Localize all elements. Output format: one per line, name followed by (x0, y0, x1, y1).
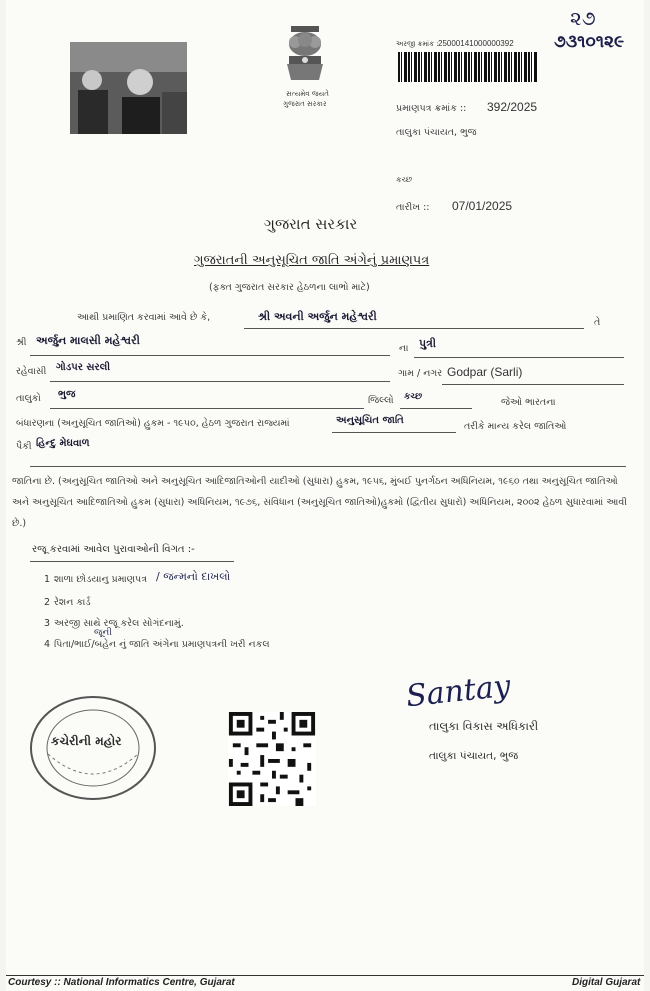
relation-line (414, 357, 624, 358)
application-barcode (398, 52, 538, 82)
village-label: ગામ / નગર (398, 368, 443, 379)
evidence-title: રજૂ કરવામાં આવેલ પુરાવાઓની વિગત :- (32, 544, 195, 555)
national-emblem (269, 20, 341, 90)
resident-value: ગોડપર સરલી (56, 362, 111, 373)
na-label: ના (399, 343, 409, 354)
evidence-item-1-num: 1 (44, 574, 51, 585)
certify-prefix: આથી પ્રમાણિત કરવામાં આવે છે કે, (77, 312, 211, 323)
certificate-number-label: પ્રમાણપત્ર ક્રમાંક :: (396, 103, 467, 114)
father-name-line (30, 355, 390, 356)
constitution-text: બંધારણના (અનુસૂચિત જાતિઓ) હુકમ - ૧૯૫૦, હેઠળ ગુજરાત રાજ્યમાં (16, 418, 290, 429)
district-value: કચ્છ (404, 392, 423, 402)
evidence-item-1-text: શાળા છોડયાનુ પ્રમાણપત્ર (54, 574, 148, 585)
category-value: અનુસૂચિત જાતિ (336, 415, 404, 426)
corner-note-number: ૨૭ (570, 6, 596, 30)
applicant-name-line (244, 328, 584, 329)
caste-line (30, 466, 626, 467)
evidence-item-3-num: 3 (44, 618, 51, 629)
resident-label: રહેવાસી (16, 366, 47, 377)
officer-signature: Santay (404, 668, 513, 715)
date-value: 07/01/2025 (452, 199, 513, 213)
legal-paragraph: જાતિના છે. (અનુસૂચિત જાતિઓ અને અનુસૂચિત આદિજાતિઓની યાદીઓ (સુધારા) હુકમ, ૧૯૫૬, મુંબઈ પુનર્ગઠન અધિનિયમ, ૧૯૬૦ તથા અનુસૂચિત જાતિઓ અને અનુસૂચિત આદિજાતિઓ હુકમ (સુધારા) અધિનિયમ, ૧૯૭૬, સંવિધાન (અનુસૂચિત જાતિઓ)હુકમો (દ્વિતીય સુધારો) અધિનિયમ, ૨૦૦૨ હેઠળ સુધારવામાં આવી છે.) (12, 476, 627, 529)
government-title: ગુજરાત સરકાર (264, 215, 358, 233)
evidence-item-4-num: 4 (44, 639, 51, 650)
issuing-office-top: તાલુકા પંચાયત, ભુજ (396, 127, 477, 138)
footer-divider (6, 975, 644, 976)
evidence-title-line (30, 561, 234, 562)
among-label: પૈકી (16, 441, 32, 452)
certificate-subtitle: (ફક્ત ગુજરાત સરકાર હેઠળના લાભો માટે) (209, 282, 370, 293)
recognized-text: તરીકે માન્ય કરેલ જાતિઓ (464, 421, 567, 432)
taluka-label: તાલુકો (16, 393, 41, 404)
officer-title: તાલુકા વિકાસ અધિકારી (429, 719, 539, 733)
emblem-motto: સત્યમેવ જયતે (286, 90, 329, 98)
qr-code (228, 712, 316, 806)
evidence-item-1-note: / જન્મનો દાખલો (156, 570, 231, 583)
certificate-number-value: 392/2025 (487, 100, 538, 114)
officer-office: તાલુકા પંચાયત, ભુજ (429, 750, 519, 762)
evidence-item-4-note: જૂની (94, 628, 112, 638)
evidence-item-4-text: પિતા/ભાઈ/બહેન નું જાતિ અંગેના પ્રમાણપત્રની ખરી નકલ (54, 639, 270, 650)
resident-line (50, 381, 390, 382)
evidence-item-3-text: અરજી સાથે રજૂ કરેલ સોગંદનામું. (54, 618, 184, 629)
district-line (400, 408, 472, 409)
footer-courtesy: Courtesy :: National Informatics Centre, Gujarat (8, 977, 235, 988)
application-number-label: અરજી ક્રમાંક : (396, 40, 439, 48)
taluka-value: ભુજ (58, 389, 76, 400)
father-name: અર્જુન માલસી મહેશ્વરી (36, 334, 140, 347)
relation-value: પુત્રી (419, 337, 437, 350)
district-small: કચ્છ (396, 175, 413, 184)
certificate-title: ગુજરાતની અનુસૂચિત જાતિ અંગેનું પ્રમાણપત્ર (194, 253, 430, 268)
emblem-govt-label: ગુજરાત સરકાર (283, 100, 327, 108)
village-line (442, 384, 624, 385)
district-label: જિલ્લો (368, 395, 394, 406)
te-label: તે (594, 317, 601, 328)
stamp-text: કચેરીની મહોર (51, 734, 122, 748)
of-india-label: જેઓ ભારતના (501, 397, 556, 408)
shri-label: શ્રી (16, 337, 27, 348)
evidence-item-2-num: 2 (44, 597, 51, 608)
taluka-line (50, 408, 364, 409)
evidence-item-2-text: રેશન કાર્ડ (54, 597, 91, 608)
corner-note-code: ૭૩૧૦૧૨૯ (554, 32, 625, 52)
date-label: તારીખ :: (396, 202, 430, 213)
category-line (332, 432, 456, 433)
footer-digital-gujarat: Digital Gujarat (572, 977, 641, 988)
applicant-photo (70, 42, 187, 134)
certificate-page (6, 0, 644, 991)
application-number-value: 25000141000000392 (438, 39, 514, 48)
applicant-name: શ્રી અવની અર્જુન મહેશ્વરી (258, 310, 377, 323)
village-value: Godpar (Sarli) (447, 365, 523, 379)
caste-value: હિન્દુ મેઘવાળ (36, 438, 90, 449)
